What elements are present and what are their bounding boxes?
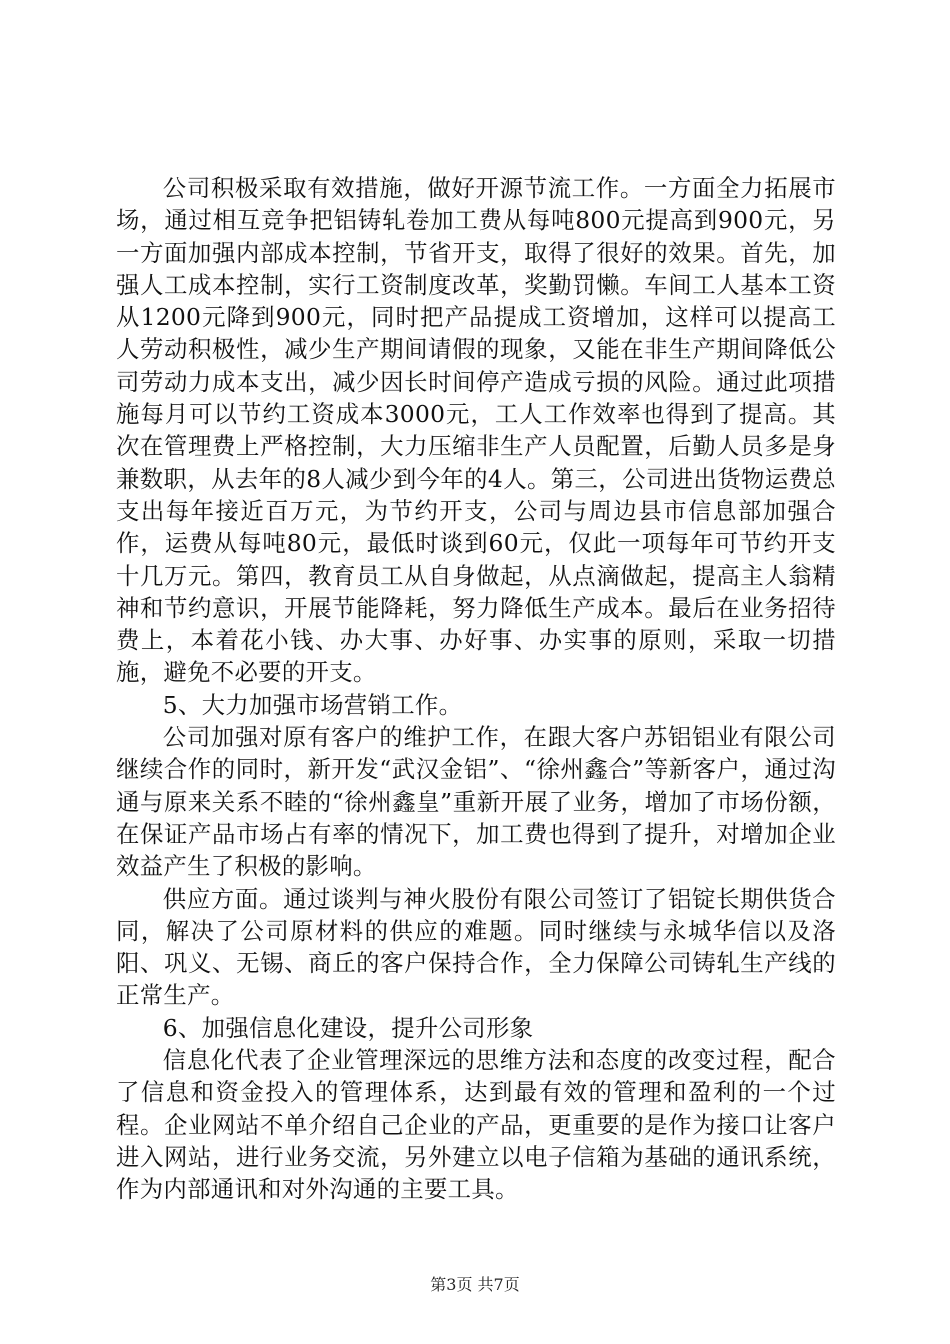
document-body xyxy=(116,172,836,1206)
section-heading-informatization: 6、加强信息化建设，提升公司形象 xyxy=(162,1013,534,1042)
page-number-footer: 第3页 共7页 xyxy=(430,1275,520,1294)
paragraph-cost-control: 公司积极采取有效措施，做好开源节流工作。一方面全力拓展市场，通过相互竞争把铝铸轧卷加工费从每吨800元提高到900元，另一方面加强内部成本控制，节省开支，取得了很好的效果。首先，加强人工成本控制，实行工资制度改革，奖勤罚懒。车间工人基本工资从1200元降到900元，同时把产品提成工资增加，这样可以提高工人劳动积极性，减少生产期间请假的现象，又能在非生产期间降低公司劳动力成本支出，减少因长时间停产造成亏损的风险。通过此项措施每月可以节约工资成本3000元，工人工作效率也得到了提高。其次在管理费上严格控制，大力压缩非生产人员配置，后勤人员多是身兼数职，从去年的8人减少到今年的4人。第三，公司进出货物运费总支出每年接近百万元，为节约开支，公司与周边县市信息部加强合作，运费从每吨80元，最低时谈到60元，仅此一项每年可节约开支十几万元。第四，教育员工从自身做起，从点滴做起，提高主人翁精神和节约意识，开展节能降耗，努力降低生产成本。最后在业务招待费上，本着花小钱、办大事、办好事、办实事的原则，采取一切措施，避免不必要的开支。 xyxy=(116,174,836,687)
paragraph-supply: 供应方面。通过谈判与神火股份有限公司签订了铝锭长期供货合同，解决了公司原材料的供应的难题。同时继续与永城华信以及洛阳、巩义、无锡、商丘的客户保持合作，全力保障公司铸轧生产线的正常生产。 xyxy=(116,884,836,1010)
paragraph-informatization: 信息化代表了企业管理深远的思维方法和态度的改变过程，配合了信息和资金投入的管理体系，达到最有效的管理和盈利的一个过程。企业网站不单介绍自己企业的产品，更重要的是作为接口让客户进入网站，进行业务交流，另外建立以电子信箱为基础的通讯系统，作为内部通讯和对外沟通的主要工具。 xyxy=(116,1046,836,1204)
section-heading-marketing: 5、大力加强市场营销工作。 xyxy=(162,690,463,719)
paragraph-customers: 公司加强对原有客户的维护工作，在跟大客户苏铝铝业有限公司继续合作的同时，新开发“武汉金铝”、“徐州鑫合”等新客户，通过沟通与原来关系不睦的“徐州鑫皇”重新开展了业务，增加了市场份额，在保证产品市场占有率的情况下，加工费也得到了提升，对增加企业效益产生了积极的影响。 xyxy=(116,723,836,881)
